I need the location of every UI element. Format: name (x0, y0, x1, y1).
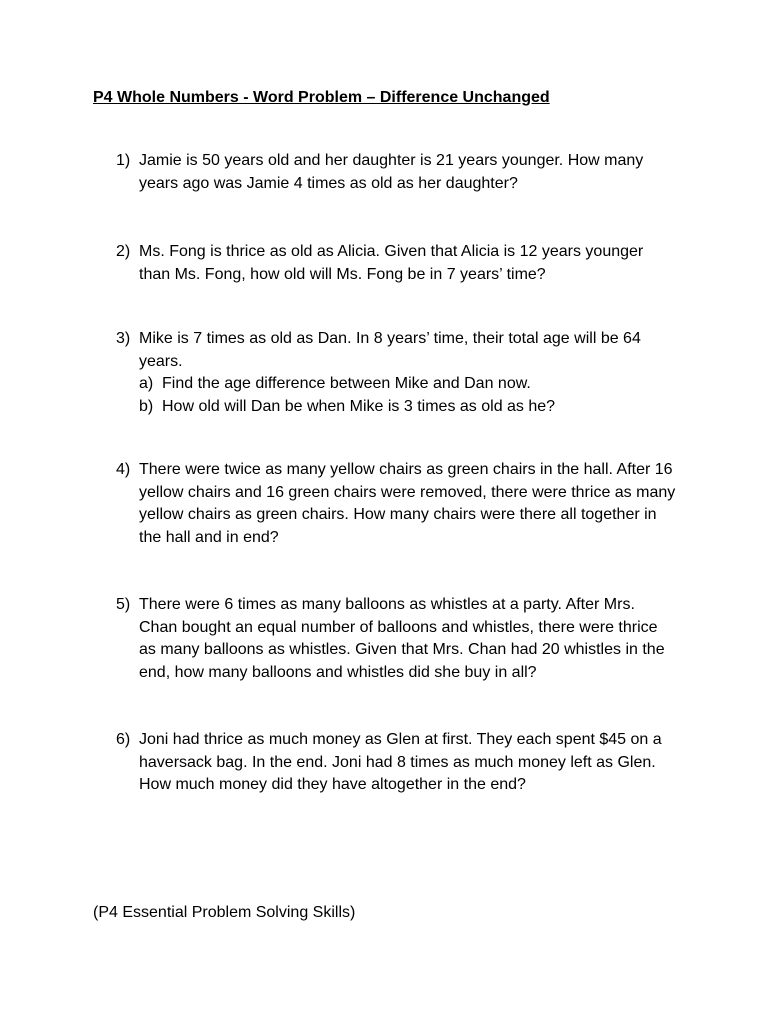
question-row (116, 150, 676, 195)
question-1 (116, 150, 676, 195)
question-number: 2) (116, 243, 131, 260)
question-text: There were twice as many yellow chairs as green chairs in the hall. After 16 yellow chairs and 16 green chairs were removed, there were thrice as many yellow chairs as green chairs. How many chairs were there all together in the hall and in end? (139, 461, 676, 546)
sub-question-letter: b) (139, 397, 154, 415)
question-text: Jamie is 50 years old and her daughter is 21 years younger. How many years ago was Jamie 4 times as old as her daughter? (139, 152, 644, 192)
sub-question-text: How old will Dan be when Mike is 3 times as old as he? (162, 397, 556, 415)
question-row (116, 241, 676, 286)
question-row (116, 594, 676, 684)
sub-question-a (116, 373, 676, 396)
document-title: P4 Whole Numbers - Word Problem – Difference Unchanged (93, 89, 550, 106)
question-text: Ms. Fong is thrice as old as Alicia. Given that Alicia is 12 years younger than Ms. Fong, how old will Ms. Fong be in 7 years’ time? (139, 243, 644, 283)
question-6 (116, 729, 676, 797)
question-text: There were 6 times as many balloons as whistles at a party. After Mrs. Chan bought an equal number of balloons and whistles, there were thrice as many balloons as whistles. Given that Mrs. Chan had 20 whistles in the end, how many balloons and whistles did she buy in all? (139, 596, 665, 681)
question-number: 5) (116, 596, 131, 613)
question-number: 4) (116, 461, 131, 478)
sub-question-b (116, 396, 676, 419)
question-5 (116, 594, 676, 684)
question-text: Joni had thrice as much money as Glen at first. They each spent $45 on a haversack bag. In the end. Joni had 8 times as much money left as Glen. How much money did they have altogether in the end? (139, 731, 662, 793)
question-4 (116, 459, 676, 549)
question-3 (116, 328, 676, 418)
sub-question-letter: a) (139, 375, 154, 392)
question-2 (116, 241, 676, 286)
question-number: 3) (116, 330, 131, 347)
question-row (116, 328, 676, 373)
question-row (116, 729, 676, 797)
question-number: 6) (116, 731, 131, 748)
question-number: 1) (116, 152, 131, 169)
question-text: Mike is 7 times as old as Dan. In 8 years’ time, their total age will be 64 years. (139, 330, 641, 370)
sub-question-text: Find the age difference between Mike and Dan now. (162, 375, 531, 392)
question-row (116, 459, 676, 549)
document-footer: (P4 Essential Problem Solving Skills) (93, 904, 356, 921)
